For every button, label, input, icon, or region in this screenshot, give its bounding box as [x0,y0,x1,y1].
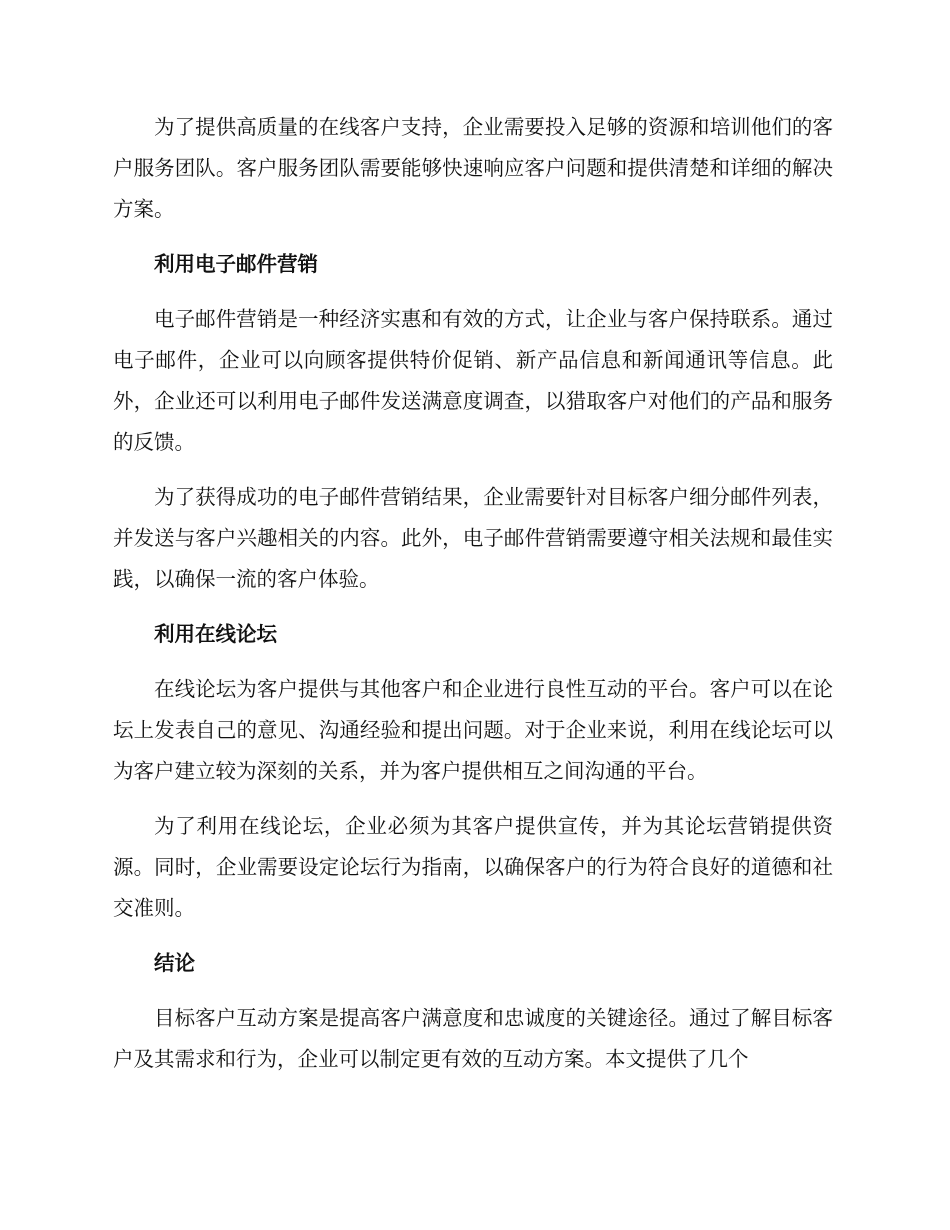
section-heading-email-marketing: 利用电子邮件营销 [154,252,318,276]
paragraph-email-marketing-intro: 电子邮件营销是一种经济实惠和有效的方式，让企业与客户保持联系。通过电子邮件，企业可以向顾客提供特价促销、新产品信息和新闻通讯等信息。此外，企业还可以利用电子邮件发送满意度调查，以猎取客户对他们的产品和服务的反馈。 [113,307,833,454]
paragraph-online-forum-guidelines: 为了利用在线论坛，企业必须为其客户提供宣传，并为其论坛营销提供资源。同时，企业需要设定论坛行为指南，以确保客户的行为符合良好的道德和社交准则。 [113,814,833,920]
paragraph-conclusion: 目标客户互动方案是提高客户满意度和忠诚度的关键途径。通过了解目标客户及其需求和行为，企业可以制定更有效的互动方案。本文提供了几个 [113,1006,833,1071]
section-heading-online-forum: 利用在线论坛 [154,622,277,646]
paragraph-online-forum-intro: 在线论坛为客户提供与其他客户和企业进行良性互动的平台。客户可以在论坛上发表自己的意见、沟通经验和提出问题。对于企业来说，利用在线论坛可以为客户建立较为深刻的关系，并为客户提供相互之间沟通的平台。 [113,677,833,783]
document-body [113,107,833,1094]
paragraph-online-support-resources: 为了提供高质量的在线客户支持，企业需要投入足够的资源和培训他们的客户服务团队。客户服务团队需要能够快速响应客户问题和提供清楚和详细的解决方案。 [113,115,833,221]
section-heading-conclusion: 结论 [154,951,195,975]
paragraph-email-marketing-success: 为了获得成功的电子邮件营销结果，企业需要针对目标客户细分邮件列表，并发送与客户兴趣相关的内容。此外，电子邮件营销需要遵守相关法规和最佳实践，以确保一流的客户体验。 [113,485,833,591]
